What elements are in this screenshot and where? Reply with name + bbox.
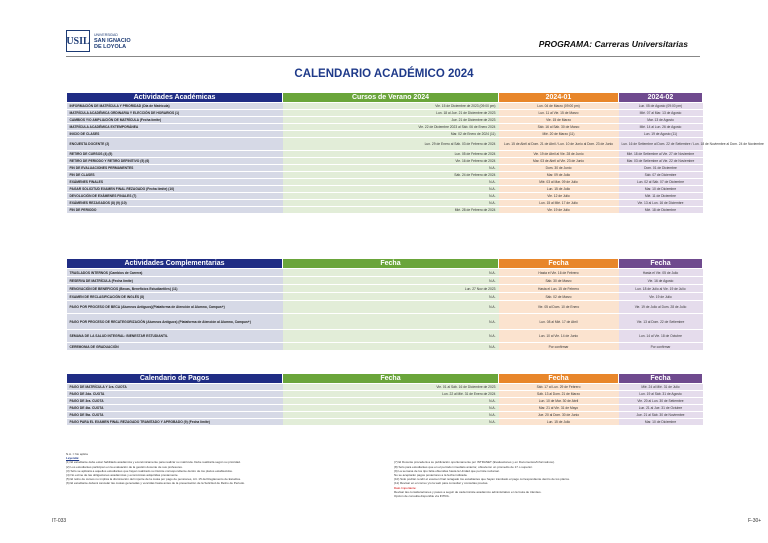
header-divider [66, 56, 700, 57]
pagos-row [67, 412, 703, 419]
legend-note: (2) Los estudiantes participan en la evaluación de la gestión docente de sus profesores. [66, 464, 183, 469]
activity-label: MATRÍCULA ACADÉMICA EXTEMPORÁNEA [67, 124, 283, 131]
date-col-1: N.A. [283, 277, 499, 285]
date-col-1: N.A. [283, 293, 499, 301]
academic-header-activities: Actividades Académicas [67, 93, 283, 103]
pagos-row [67, 391, 703, 398]
academic-header-2024-02: 2024-02 [619, 93, 703, 103]
legend-title: Leyenda: [66, 456, 80, 461]
activity-label: PAGO DE 5ta. CUOTA [67, 412, 283, 419]
date-col-3: Por confirmar [619, 343, 703, 351]
date-col-1: N.A. [283, 165, 499, 172]
date-col-1: N.A. [283, 343, 499, 351]
academicas-row [67, 138, 703, 151]
date-col-2: Lun. 15 de Julio [499, 186, 619, 193]
academicas-row [67, 151, 703, 158]
complementarias-row [67, 277, 703, 285]
date-col-3: Mié. 24 al Mié. 31 de Julio [619, 384, 703, 391]
date-col-1: Mié. 28 de Febrero de 2024 [283, 207, 499, 214]
date-col-2: Sáb. 16 al Sáb. 30 de Marzo [499, 124, 619, 131]
date-col-2: Lun. 04 de Marzo (09:00 pm) [499, 103, 619, 110]
complementarias-row [67, 330, 703, 343]
legend-note: (1) El estudiante debe estar habilitado académica y económicamente para realizar su matrícula. Debe realizarla según su prioridad. [66, 460, 241, 465]
date-col-3: Vie. 13 al Dom. 22 de Setiembre [619, 314, 703, 330]
date-col-2: Dom. 30 de Junio [499, 165, 619, 172]
academicas-row [67, 200, 703, 207]
date-col-3: Mar. 10 de Diciembre [619, 186, 703, 193]
date-col-2: Lun. 11 al Vie. 15 de Marzo [499, 110, 619, 117]
date-col-2: Vie. 19 de Julio [499, 207, 619, 214]
date-col-1: Mar. 02 de Enero de 2024 (11) [283, 131, 499, 138]
legend-columns [66, 460, 702, 498]
date-col-1: N.A. [283, 179, 499, 186]
date-col-1: Vie. 16 de Febrero de 2024 [283, 158, 499, 165]
legend-right-column [394, 460, 702, 498]
activity-label: PAGO DE 2da. CUOTA [67, 391, 283, 398]
complementarias-row [67, 314, 703, 330]
date-col-3: Mar. 13 de Agosto [619, 117, 703, 124]
activity-label: DEVOLUCIÓN DE EXÁMENES FINALES (7) [67, 193, 283, 200]
payments-header-title: Calendario de Pagos [67, 374, 283, 384]
date-col-1: Jue. 21 de Diciembre de 2023 [283, 117, 499, 124]
date-col-2: Lun. 10 de Mar. 30 de Abril [499, 398, 619, 405]
date-col-2: Mié. 03 al Mar. 09 de Julio [499, 179, 619, 186]
important-text: Revisar las consideraciones y pasos a seguir de cada trámite académico administrativo en la Guía de trámites. [394, 489, 542, 494]
date-col-3: Lun. 14 al Vie. 18 de Octubre [619, 330, 703, 343]
date-col-2: Jue. 20 al Dom. 30 de Junio [499, 412, 619, 419]
date-col-1: N.A. [283, 314, 499, 330]
academicas-row [67, 165, 703, 172]
date-col-1: Lun. 22 al Mié. 31 de Enero de 2024 [283, 391, 499, 398]
date-col-3: Lun. 05 de Agosto (09:00 pm) [619, 103, 703, 110]
legend-left-column [66, 460, 374, 498]
legend-note: (4) No exime de las obligaciones académicas y económicas adquiridas previamente. [66, 473, 179, 478]
academic-header-2024-01: 2024-01 [499, 93, 619, 103]
date-col-3: Dom. 01 de Diciembre [619, 165, 703, 172]
date-col-2: Vie. 05 al Dom. 10 de Enero [499, 301, 619, 314]
date-col-3: Mié. 07 al Mar. 13 de Agosto [619, 110, 703, 117]
complementary-rows [67, 269, 703, 351]
logo-line1: SAN IGNACIO [94, 38, 131, 44]
date-col-3: Lun. 19 de Agosto (11) [619, 131, 703, 138]
academicas-row [67, 124, 703, 131]
date-col-1: Lun. 27 Nov de 2023 [283, 285, 499, 293]
complementarias-row [67, 269, 703, 277]
logo-mark: USIL [66, 30, 90, 52]
complementary-header-fecha-2: Fecha [499, 259, 619, 269]
academic-header-row [67, 93, 703, 103]
date-col-3: Mié. 18 de Setiembre al Vie. 27 de Noviembre [619, 151, 703, 158]
date-col-1: Lun. 29 de Enero al Sáb. 03 de Febrero de 2024 [283, 138, 499, 151]
complementary-header-activities: Actividades Complementarias [67, 259, 283, 269]
legend-note: (11) Revisar en el correo y/o la web para consultar y consultas previas. [394, 481, 489, 486]
pagos-row [67, 419, 703, 426]
date-col-3: Mar. 10 de Diciembre [619, 419, 703, 426]
legend-note: (3) Sólo se aplicará a aquellos estudiantes que hayan realizado su trámite correspondiente dentro de los plazos establecidos. [66, 468, 233, 473]
na-note: N.A. = No aplica [66, 452, 88, 456]
academicas-row [67, 103, 703, 110]
academicas-row [67, 158, 703, 165]
date-col-3: Lun. 18 de Julio al Vie. 19 de Julio [619, 285, 703, 293]
date-col-2: Por confirmar [499, 343, 619, 351]
date-col-2: Lun. 15 al Mié. 17 de Julio [499, 200, 619, 207]
activity-label: EXÁMENES REZAGADOS (8) (9) (10) [67, 200, 283, 207]
date-col-1: N.A. [283, 301, 499, 314]
date-col-3: Vie. 20 al Lun. 30 de Setiembre [619, 398, 703, 405]
activity-label: FIN DE PERIODO [67, 207, 283, 214]
complementarias-row [67, 285, 703, 293]
activity-label: EXÁMENES FINALES [67, 179, 283, 186]
academic-header-summer: Cursos de Verano 2024 [283, 93, 499, 103]
date-col-2: Lun. 15 de Abril al Dom. 21 de Abril / Lun. 10 de Junio al Dom. 23 de Junio [499, 138, 619, 151]
activity-label: INICIO DE CLASES [67, 131, 283, 138]
date-col-2: Sáb. 30 de Marzo [499, 277, 619, 285]
date-col-1: N.A. [283, 398, 499, 405]
date-col-1: Lun. 05 de Febrero de 2024 [283, 151, 499, 158]
activity-label: MATRÍCULA ACADÉMICA ORDINARIA Y ELECCIÓN DE HORARIOS (1) [67, 110, 283, 117]
activity-label: FIN DE CLASES [67, 172, 283, 179]
activity-label: PAGAR SOLICITUD EXAMEN FINAL REZAGADO (Fecha límite) (10) [67, 186, 283, 193]
pagos-row [67, 405, 703, 412]
activity-label: RETIRO DE CURSOS (4) (5) [67, 151, 283, 158]
complementarias-row [67, 293, 703, 301]
academicas-row [67, 131, 703, 138]
date-col-1: N.A. [283, 419, 499, 426]
legend-note: (8) Solo para estudiantes que en el período inmediato anterior, obtuvieron un promedio de 17 o superior. [394, 464, 533, 469]
legend-right-notes [394, 460, 702, 485]
academic-activities-table [66, 92, 764, 214]
important-text-2: Opción de consulta disponible vía INTRA. [394, 494, 450, 499]
activity-label: CEREMONIA DE GRADUACIÓN [67, 343, 283, 351]
date-col-1: Vie. 22 de Diciembre 2023 al Sáb. 06 de Enero 2024 [283, 124, 499, 131]
date-col-3: Lun. 16 de Setiembre al Dom. 22 de Setiembre / Lun. 18 de Noviembre al Dom. 24 de Noviembre [619, 138, 703, 151]
academicas-row [67, 179, 703, 186]
logo-small: UNIVERSIDAD [94, 33, 118, 37]
date-col-2: Sáb. 02 de Marzo [499, 293, 619, 301]
pagos-row [67, 384, 703, 391]
activity-label: CAMBIOS Y/O AMPLIACIÓN DE MATRÍCULA (Fecha límite) [67, 117, 283, 124]
university-logo [66, 30, 131, 52]
activity-label: PAGO POR PROCESO DE RECATEGORIZACIÓN (Alumnos Antiguos) (Plataforma de Atención al Alumno, Campus+) [67, 314, 283, 330]
date-col-3: Mar. 03 de Setiembre al Vie. 22 de Noviembre [619, 158, 703, 165]
legend-note: (10) Sólo podrán rendir el examen final rezagado los estudiantes que hayan tramitado el pago correspondiente dentro de los plazos. [394, 477, 570, 482]
payments-header-fecha-3: Fecha [619, 374, 703, 384]
academicas-row [67, 172, 703, 179]
date-col-2: Hasta el Lun. 15 de Febrero [499, 285, 619, 293]
activity-label: PAGO POR PROCESO DE BECA (Alumnos Antiguos)(Plataforma de Atención al Alumno, Campus+) [67, 301, 283, 314]
activity-label: FIN DE EVALUACIONES PERMANENTES [67, 165, 283, 172]
complementary-header-row [67, 259, 703, 269]
program-label: PROGRAMA: Carreras Universitarias [538, 39, 688, 49]
date-col-1: Lun. 18 al Jue. 21 de Diciembre de 2023 [283, 110, 499, 117]
complementary-header-fecha-3: Fecha [619, 259, 703, 269]
date-col-3: Sáb. 07 de Diciembre [619, 172, 703, 179]
date-col-1: Vie. 15 de Diciembre de 2023 (09:00 pm) [283, 103, 499, 110]
academic-rows [67, 103, 764, 214]
logo-text [94, 32, 131, 50]
date-col-1: N.A. [283, 330, 499, 343]
legend-note: (9) La semana de los tipo falta obtenidas hasta la Unidad que permite reclamar. [394, 468, 500, 473]
complementarias-row [67, 301, 703, 314]
date-col-1: N.A. [283, 405, 499, 412]
activity-label: PAGO DE 3ra. CUOTA [67, 398, 283, 405]
complementarias-row [67, 343, 703, 351]
payments-header-fecha-1: Fecha [283, 374, 499, 384]
complementary-header-fecha-1: Fecha [283, 259, 499, 269]
activity-label: RENOVACIÓN DE BENEFICIOS (Becas, Beneficios Estudiantiles) (11) [67, 285, 283, 293]
date-col-2: Sáb. 17 al Lun. 29 de Febrero [499, 384, 619, 391]
important-label: Dato Importante: [394, 485, 417, 490]
date-col-3: Lun. 02 al Sáb. 07 de Diciembre [619, 179, 703, 186]
legend-note: (7) El Docente procederá a su publicación oportunamente por INTRANET (Evaluaciones y en Documentos/Informativos). [394, 460, 555, 465]
date-col-2: Lun. 08 al Mié. 17 de Abril [499, 314, 619, 330]
date-col-3: Vie. 19 de Julio al Dom. 28 de Julio [619, 301, 703, 314]
academicas-row [67, 193, 703, 200]
logo-line2: DE LOYOLA [94, 44, 127, 50]
payments-header-row [67, 374, 703, 384]
date-col-3: Vie. 19 de Julio [619, 293, 703, 301]
date-col-2: Vie. 12 de Julio [499, 193, 619, 200]
activity-label: PAGO DE 4ta. CUOTA [67, 405, 283, 412]
activity-label: SEMANA DE LA SALUD INTEGRAL: BIENESTAR ESTUDIANTIL [67, 330, 283, 343]
legend-note: (6) El estudiante deberá cancelar las cuotas generadas y vencidas hasta antes de la presentación de la Solicitud de Retiro de Periodo. [66, 481, 245, 486]
activity-label: PAGO PARA EL EXAMEN FINAL REZAGADO TRAMITADO Y APROBADO (9) (Fecha límite) [67, 419, 283, 426]
date-col-1: Vie. 01 al Sáb. 16 de Diciembre de 2023 [283, 384, 499, 391]
date-col-2: Lun. 15 de Julio [499, 419, 619, 426]
date-col-3: Hasta el Vie. 05 de Julio [619, 269, 703, 277]
date-col-1: Sáb. 24 de Febrero de 2024 [283, 172, 499, 179]
date-col-2: Lun. 10 al Vie. 14 de Junio [499, 330, 619, 343]
footer-code-left: IT-033 [52, 518, 67, 524]
date-col-1: N.A. [283, 193, 499, 200]
activity-label: PAGO DE MATRÍCULA Y 1ra. CUOTA [67, 384, 283, 391]
legend-note: (5) El retiro de cursos no implica la disminución del importe de la cuota por pago de pensiones, Art. 15 del Reglamento de Estudios. [66, 477, 241, 482]
date-col-3: Lun. 21 al Jue. 31 de Octubre [619, 405, 703, 412]
activity-label: INFORMACIÓN DE MATRÍCULA Y PRIORIDAD (Día de Matrícula) [67, 103, 283, 110]
academicas-row [67, 110, 703, 117]
date-col-3: Mié. 11 de Diciembre [619, 193, 703, 200]
activity-label: TRASLADOS INTERNOS (Cambios de Carrera) [67, 269, 283, 277]
date-col-2: Vie. 19 de Abril al Vie. 28 de Junio [499, 151, 619, 158]
complementary-activities-table [66, 258, 703, 351]
date-col-1: N.A. [283, 269, 499, 277]
academicas-row [67, 117, 703, 124]
activity-label: ENCUESTA DOCENTE (2) [67, 138, 283, 151]
date-col-3: Mié. 18 de Diciembre [619, 207, 703, 214]
date-col-2: Mar. 03 de Abril al Vie. 23 de Junio [499, 158, 619, 165]
academicas-row [67, 186, 703, 193]
date-col-3: Vie. 13 al Lun. 16 de Diciembre [619, 200, 703, 207]
date-col-1: N.A. [283, 412, 499, 419]
date-col-3: Mié. 14 al Lun. 26 de Agosto [619, 124, 703, 131]
date-col-1: N.A. [283, 186, 499, 193]
payments-header-fecha-2: Fecha [499, 374, 619, 384]
legend-section [66, 452, 702, 498]
pagos-row [67, 398, 703, 405]
academicas-row [67, 207, 703, 214]
activity-label: RETIRO DE PERIODO Y RETIRO DEFINITIVO (5) (6) [67, 158, 283, 165]
footer-code-right: F-30+ [748, 518, 762, 524]
date-col-1: N.A. [283, 200, 499, 207]
date-col-2: Hasta el Vie. 16 de Febrero [499, 269, 619, 277]
date-col-2: Mié. 20 de Marzo (11) [499, 131, 619, 138]
page-title: CALENDARIO ACADÉMICO 2024 [294, 68, 474, 80]
date-col-3: Lun. 19 al Sáb. 31 de Agosto [619, 391, 703, 398]
legend-note: No se aceptarán pagos posteriores a la fecha indicada. [394, 473, 468, 478]
activity-label: EXAMEN DE RECLASIFICACIÓN DE INGLÉS (8) [67, 293, 283, 301]
payments-table [66, 373, 703, 426]
date-col-3: Jue. 21 al Sáb. 30 de Noviembre [619, 412, 703, 419]
date-col-2: Sáb. 13 al Dom. 21 de Marzo [499, 391, 619, 398]
activity-label: RESERVA DE MATRÍCULA (Fecha límite) [67, 277, 283, 285]
date-col-2: Mar. 09 de Julio [499, 172, 619, 179]
date-col-3: Vie. 16 de Agosto [619, 277, 703, 285]
date-col-2: Vie. 15 de Marzo [499, 117, 619, 124]
date-col-2: Mar. 21 al Vie. 31 de Mayo [499, 405, 619, 412]
payments-rows [67, 384, 703, 426]
